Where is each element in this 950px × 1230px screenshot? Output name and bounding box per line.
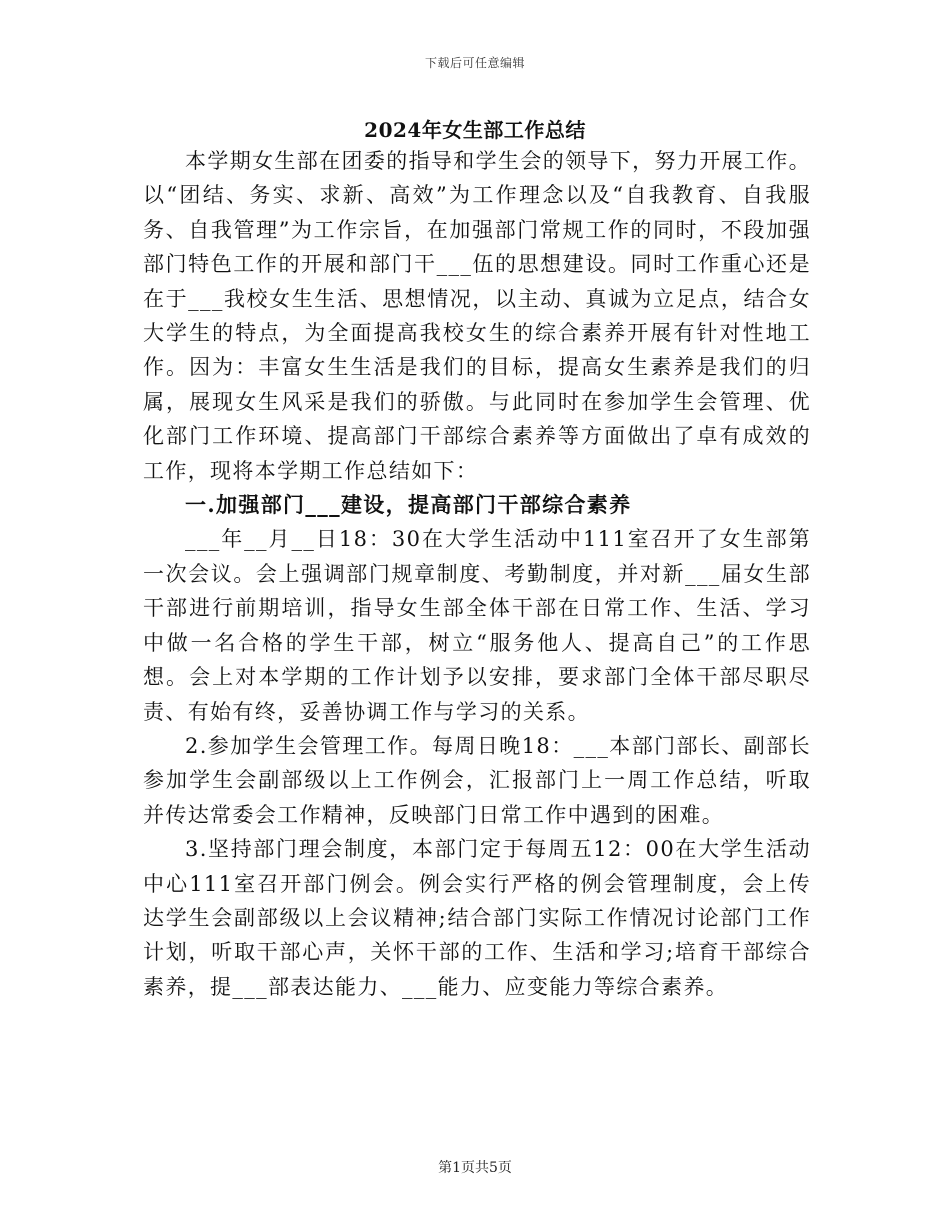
- section-heading: 一.加强部门___建设，提高部门干部综合素养: [185, 492, 632, 518]
- intro-paragraph: 本学期女生部在团委的指导和学生会的领导下，努力开展工作。以“团结、务实、求新、高效”为工作理念以及“自我教育、自我服务、自我管理”为工作宗旨，在加强部门常规工作的同时，不段加强部门特色工作的开展和部门干___伍的思想建设。同时工作重心还是在于___我校女生生活、思想情况，以主动、真诚为立足点，结合女大学生的特点，为全面提高我校女生的综合素养开展有针对性地工作。因为：丰富女生生活是我们的目标，提高女生素养是我们的归属，展现女生风采是我们的骄傲。与此同时在参加学生会管理、优化部门工作环境、提高部门干部综合素养等方面做出了卓有成效的工作，现将本学期工作总结如下：: [143, 149, 811, 483]
- first-meeting-paragraph: ___年__月__日18：30在大学生活动中111室召开了女生部第一次会议。会上强调部门规章制度、考勤制度，并对新___届女生部干部进行前期培训，指导女生部全体干部在日常工作、生活、学习中做一名合格的学生干部，树立“服务他人、提高自己”的工作思想。会上对本学期的工作计划予以安排，要求部门全体干部尽职尽责、有始有终，妥善协调工作与学习的关系。: [143, 527, 811, 724]
- download-note: 下载后可任意编辑: [424, 56, 525, 70]
- department-meeting-paragraph: 3.坚持部门理会制度，本部门定于每周五12：00在大学生活动中心111室召开部门例会。例会实行严格的例会管理制度，会上传达学生会副部级以上会议精神;结合部门实际工作情况讨论部门工作计划，听取干部心声，关怀干部的工作、生活和学习;培育干部综合素养，提___部表达能力、___能力、应变能力等综合素养。: [143, 837, 811, 999]
- page-indicator: 第1页共5页: [438, 1160, 512, 1176]
- document-title: 2024年女生部工作总结: [364, 118, 586, 142]
- document-body: [143, 144, 811, 1004]
- management-paragraph: 2.参加学生会管理工作。每周日晚18：___本部门部长、副部长参加学生会副部级以上工作例会，汇报部门上一周工作总结，听取并传达常委会工作精神，反映部门日常工作中遇到的困难。: [143, 733, 811, 827]
